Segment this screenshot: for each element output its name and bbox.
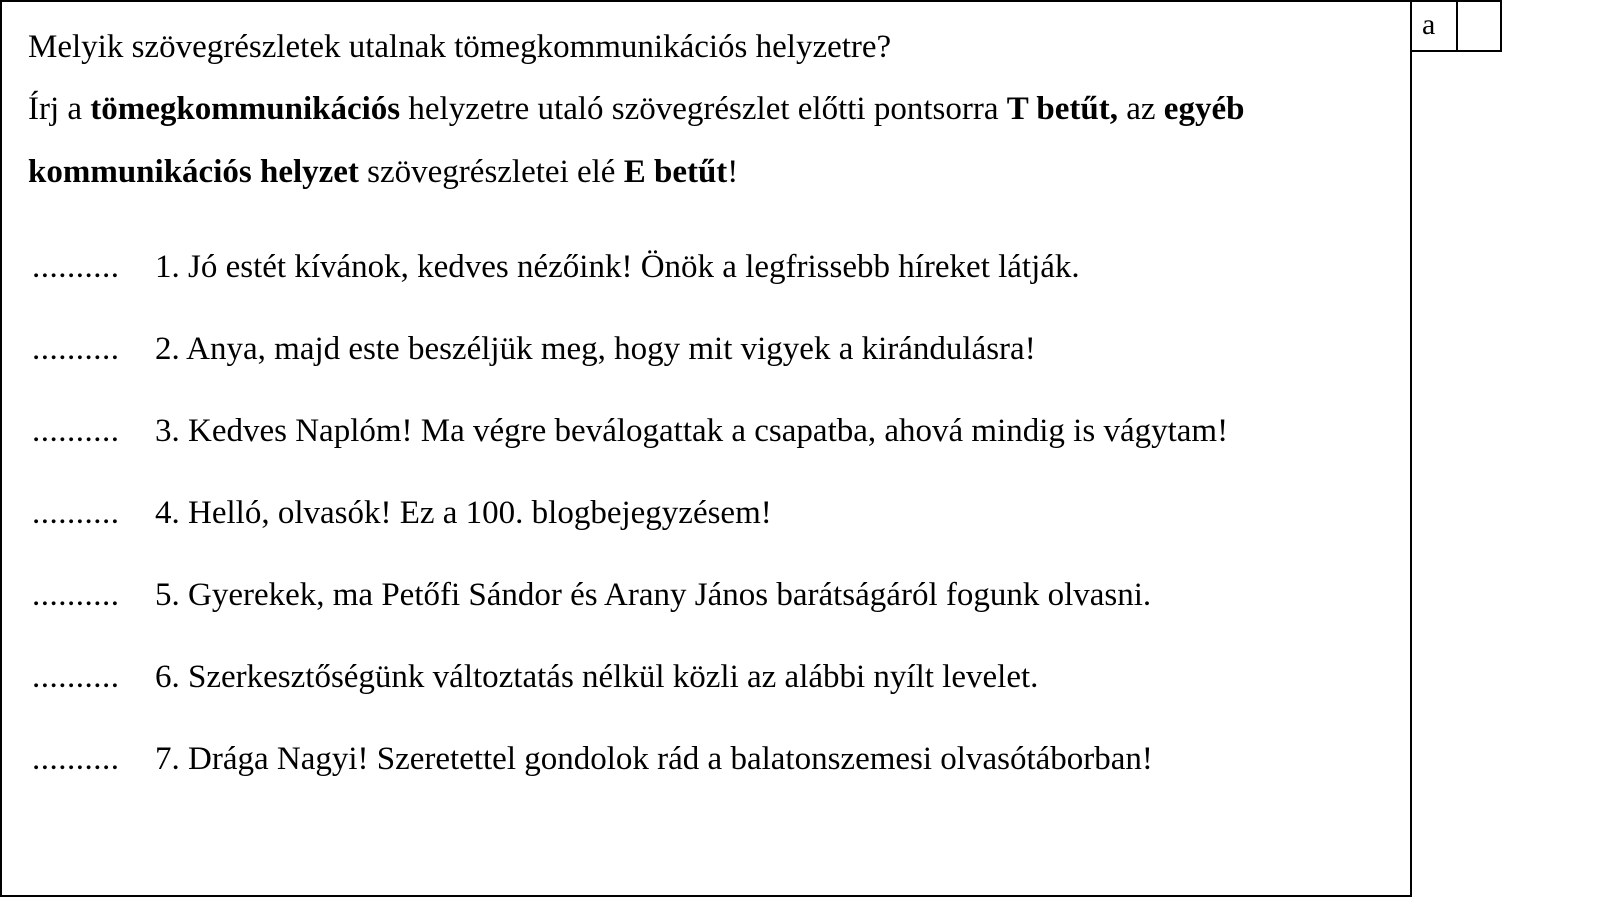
question-line-2 [28, 89, 1244, 129]
score-box [1410, 0, 1502, 52]
item-text-5: 5. Gyerekek, ma Petőfi Sándor és Arany János barátságáról fogunk olvasni. [155, 577, 1152, 613]
answer-blank-6[interactable]: .......... [32, 659, 120, 695]
question-text: ! [727, 154, 739, 190]
item-text-4: 4. Helló, olvasók! Ez a 100. blogbejegyzésem! [155, 495, 772, 531]
item-text-3: 3. Kedves Naplóm! Ma végre beválogattak a csapatba, ahová mindig is vágytam! [155, 413, 1229, 449]
list-item-3 [32, 411, 1228, 451]
list-item-7 [32, 739, 1153, 779]
answer-blank-2[interactable]: .......... [32, 331, 120, 367]
score-label: a [1422, 8, 1436, 41]
question-text: Írj a [28, 91, 91, 127]
question-bold-term: tömegkommunikációs [90, 91, 401, 127]
question-line-1: Melyik szövegrészletek utalnak tömegkommunikációs helyzetre? [28, 29, 892, 65]
question-bold-term: kommunikációs helyzet [28, 154, 359, 190]
question-text: helyzetre utaló szövegrészlet előtti pontsorra [400, 91, 1007, 127]
list-item-6 [32, 657, 1038, 697]
item-text-7: 7. Drága Nagyi! Szeretettel gondolok rád a balatonszemesi olvasótáborban! [155, 741, 1153, 777]
answer-blank-7[interactable]: .......... [32, 741, 120, 777]
score-value-cell[interactable] [1456, 2, 1500, 50]
list-item-5 [32, 575, 1151, 615]
item-text-1: 1. Jó estét kívánok, kedves nézőink! Önök a legfrissebb híreket látják. [155, 249, 1080, 285]
answer-blank-4[interactable]: .......... [32, 495, 120, 531]
list-item-1 [32, 247, 1080, 287]
list-item-4 [32, 493, 772, 533]
question-bold-term: T betűt, [1006, 91, 1118, 127]
answer-blank-5[interactable]: .......... [32, 577, 120, 613]
answer-blank-3[interactable]: .......... [32, 413, 120, 449]
question-bold-term: egyéb [1163, 91, 1245, 127]
question-text: az [1118, 91, 1164, 127]
list-item-2 [32, 329, 1036, 369]
answer-blank-1[interactable]: .......... [32, 249, 120, 285]
question-line-3 [28, 152, 738, 192]
question-bold-term: E betűt [623, 154, 728, 190]
item-text-2: 2. Anya, majd este beszéljük meg, hogy mit vigyek a kirándulásra! [155, 331, 1036, 367]
item-text-6: 6. Szerkesztőségünk változtatás nélkül közli az alábbi nyílt levelet. [155, 659, 1039, 695]
question-text: szövegrészletei elé [358, 154, 624, 190]
